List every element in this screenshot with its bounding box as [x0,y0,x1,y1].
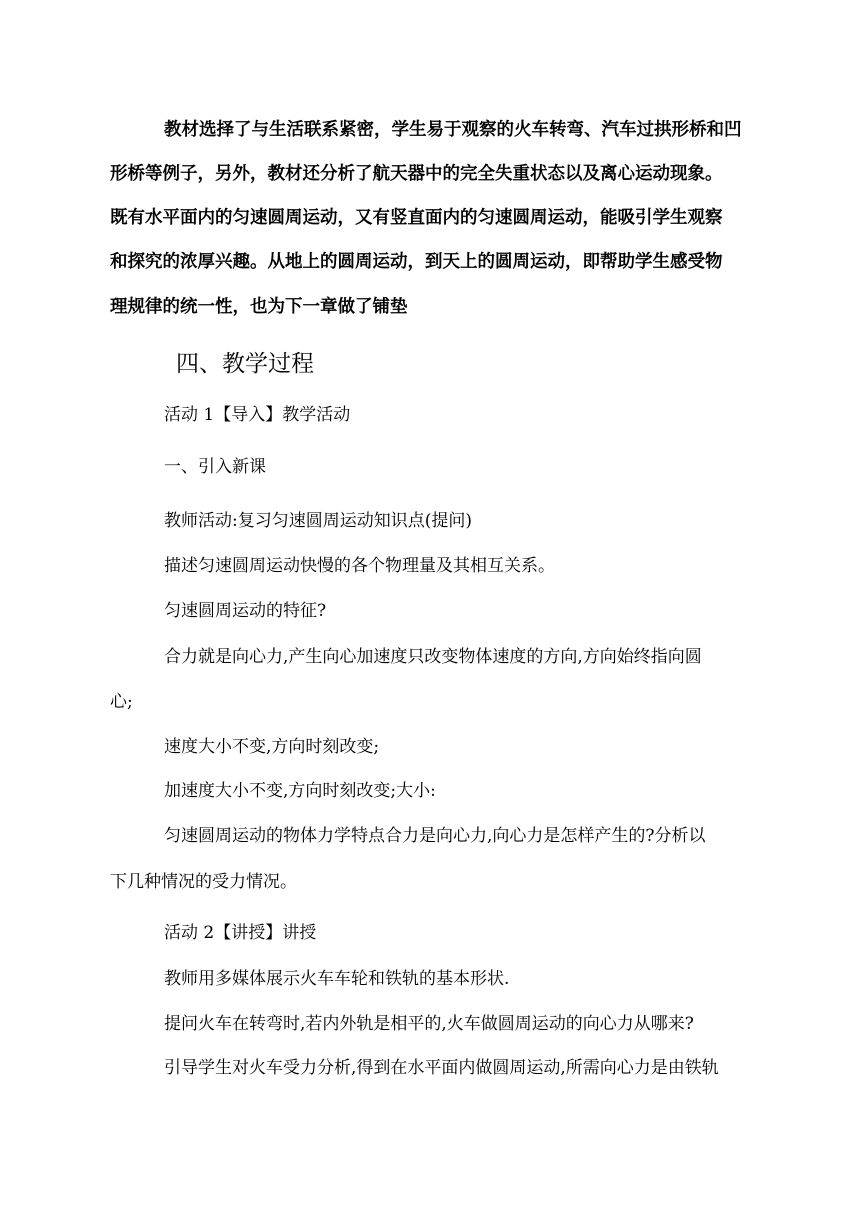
intro-line-3: 既有水平面内的匀速圆周运动，又有竖直面内的匀速圆周运动，能吸引学生观察 [110,208,723,228]
intro-line-4: 和探究的浓厚兴趣。从地上的圆周运动，到天上的圆周运动，即帮助学生感受物 [110,252,723,272]
intro-line-5: 理规律的统一性，也为下一章做了铺垫 [110,297,408,317]
acceleration-text: 加速度大小不变,方向时刻改变;大小: [164,781,436,801]
activity-1-subtitle: 一、引入新课 [164,457,266,477]
guide-text: 引导学生对火车受力分析,得到在水平面内做圆周运动,所需向心力是由铁轨 [164,1058,719,1078]
train-question: 提问火车在转弯时,若内外轨是相平的,火车做圆周运动的向心力从哪来? [164,1014,694,1034]
intro-line-1: 教材选择了与生活联系紧密，学生易于观察的火车转弯、汽车过拱形桥和凹 [164,120,742,140]
analysis-line-2: 下几种情况的受力情况。 [110,872,297,892]
force-line-1: 合力就是向心力,产生向心加速度只改变物体速度的方向,方向始终指向圆 [164,647,702,667]
describe-text: 描述匀速圆周运动快慢的各个物理量及其相互关系。 [164,556,555,576]
multimedia-text: 教师用多媒体展示火车车轮和铁轨的基本形状. [164,969,510,989]
teacher-activity: 教师活动:复习匀速圆周运动知识点(提问) [164,511,472,531]
section-heading: 四、教学过程 [176,351,314,377]
analysis-line-1: 匀速圆周运动的物体力学特点合力是向心力,向心力是怎样产生的?分析以 [164,826,706,846]
force-line-2: 心; [110,692,133,712]
activity-2-title: 活动 2【讲授】讲授 [164,923,317,943]
activity-1-title: 活动 1【导入】教学活动 [164,405,351,425]
question-text: 匀速圆周运动的特征? [164,601,327,621]
intro-line-2: 形桥等例子，另外，教材还分析了航天器中的完全失重状态以及离心运动现象。 [110,164,723,184]
velocity-text: 速度大小不变,方向时刻改变; [164,737,380,757]
